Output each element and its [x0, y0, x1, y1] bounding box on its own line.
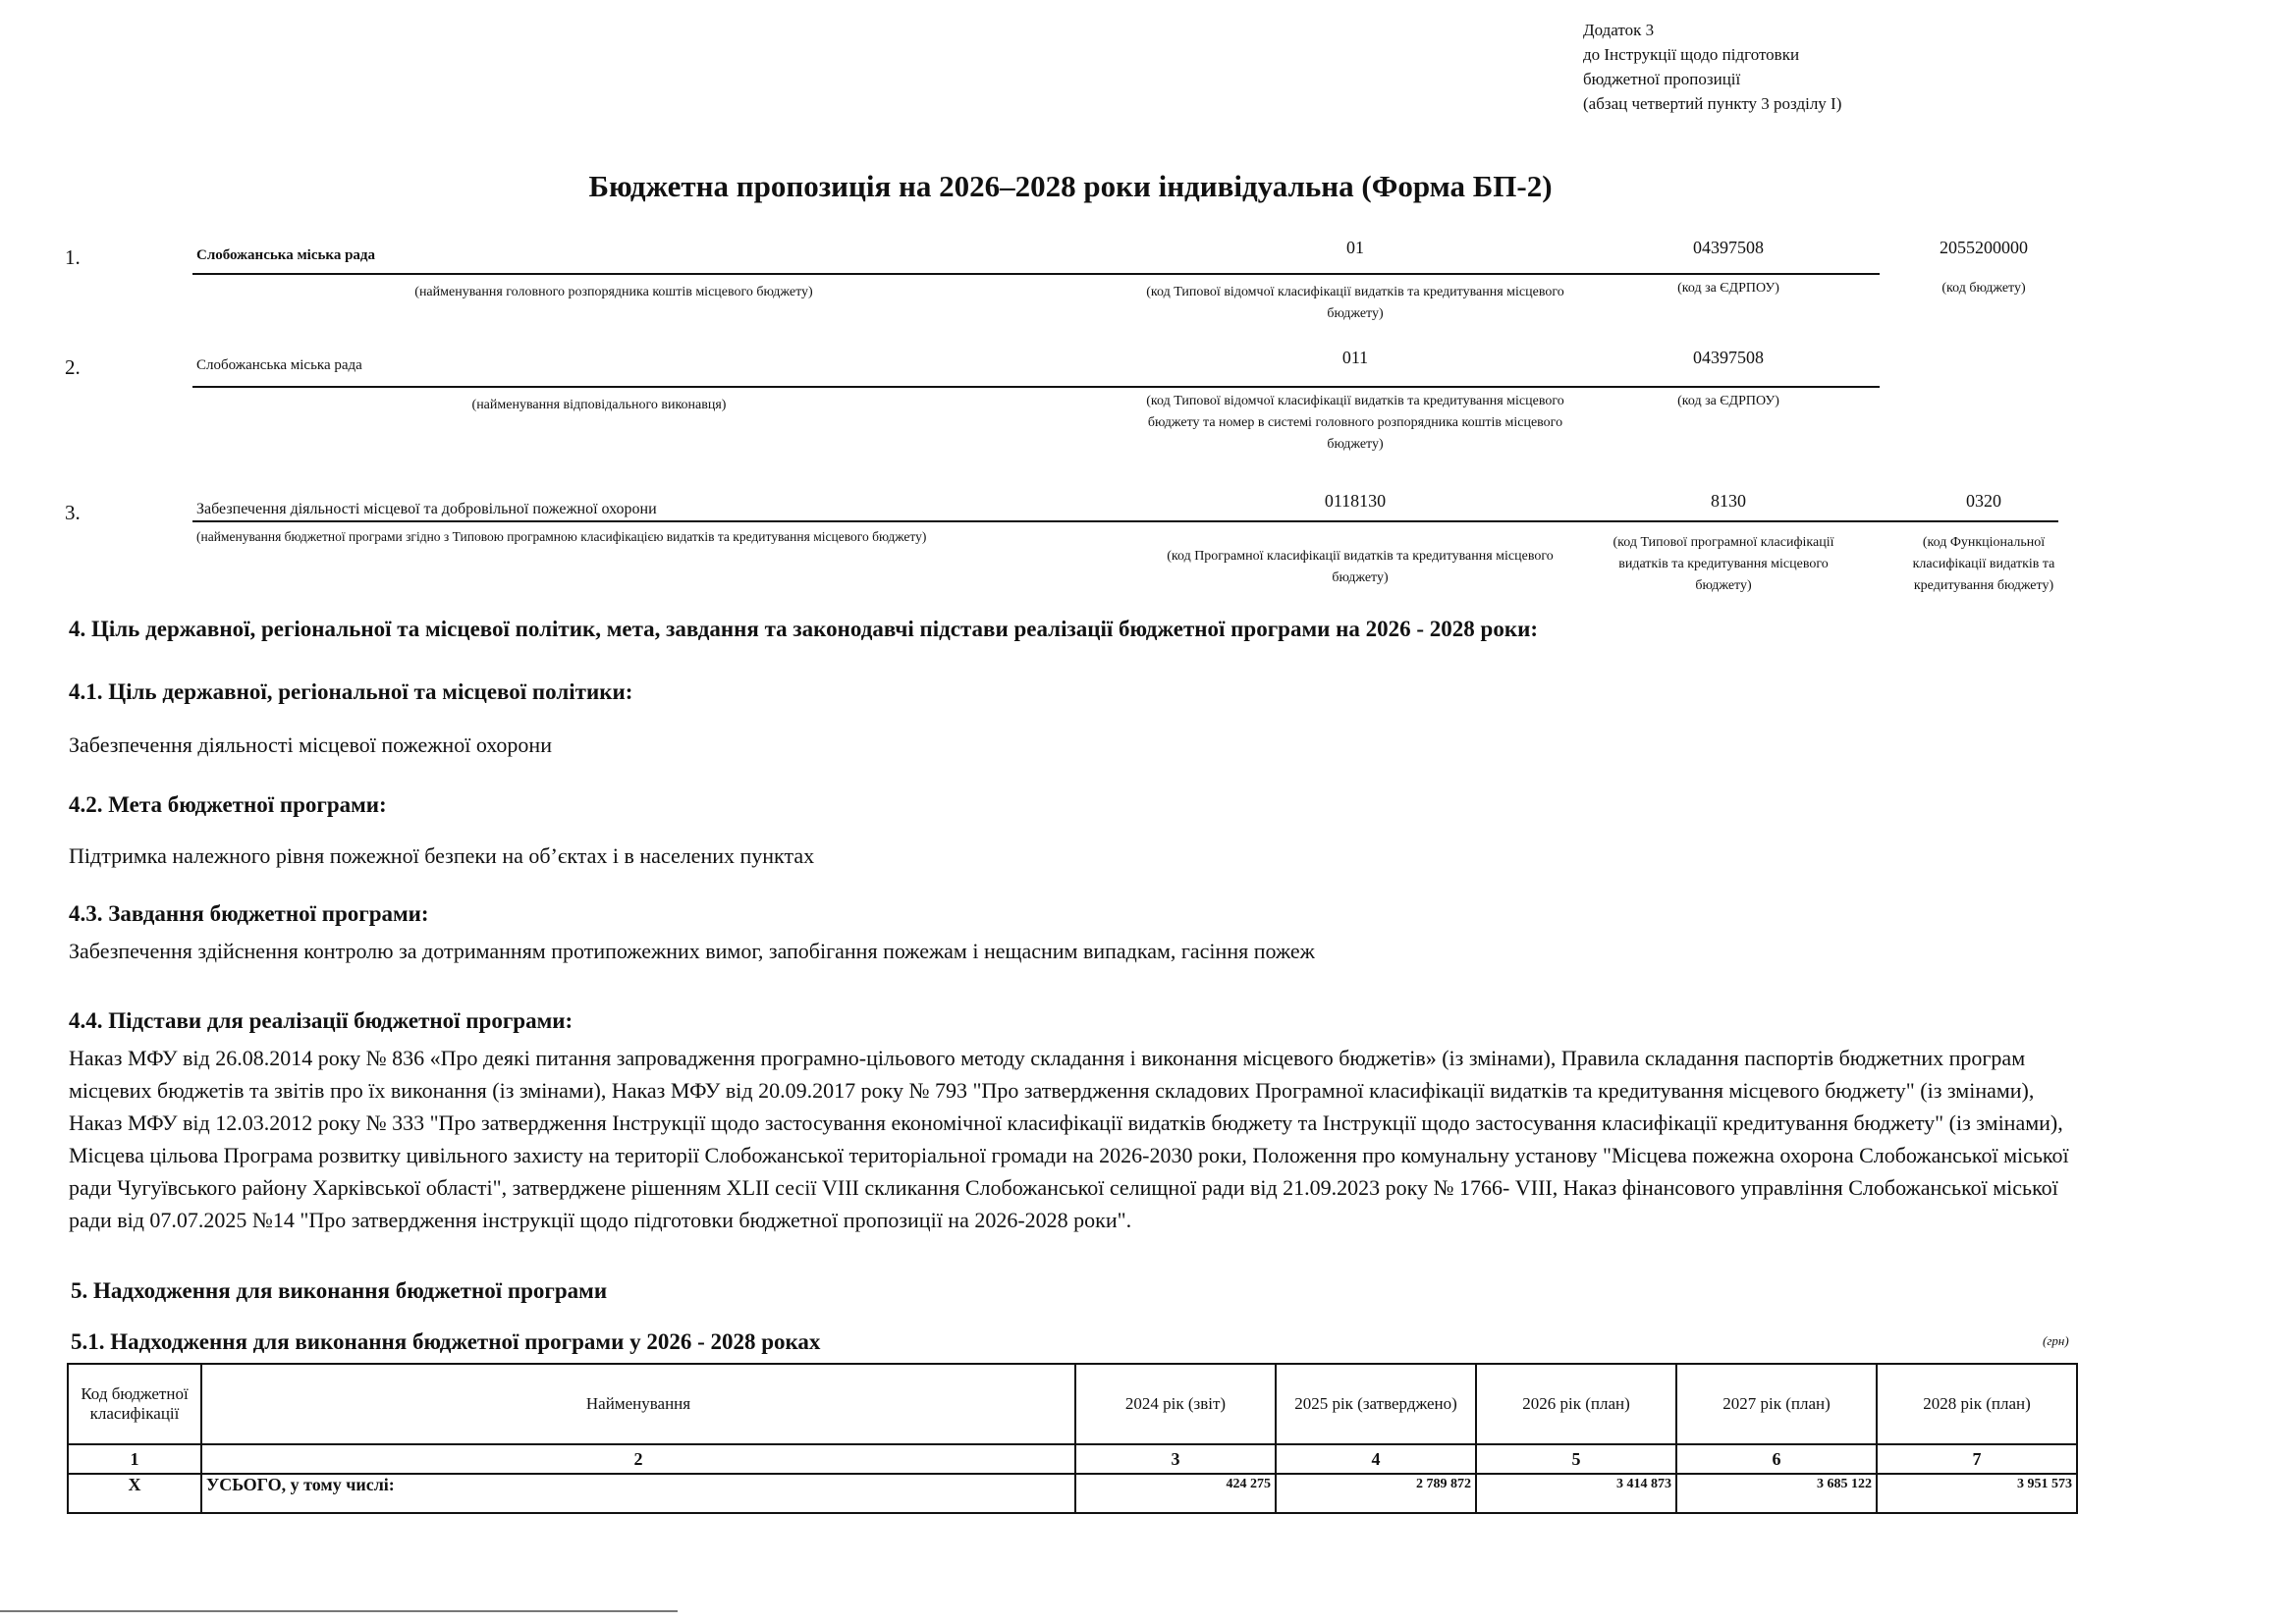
header-code: Код бюджетної класифікації [68, 1364, 201, 1444]
appendix-line-1: Додаток 3 [1583, 21, 1655, 39]
page-bottom-divider [0, 1610, 678, 1612]
section-4-4-heading: 4.4. Підстави для реалізації бюджетної програми: [69, 1008, 574, 1033]
row3-caption-name: (найменування бюджетної програми згідно з Типовою програмною класифікацією видатків та кредитування місцевого бюджету) [196, 529, 927, 544]
table-column-numbers-row [68, 1444, 2077, 1474]
row3-caption-typova: (код Типової програмної класифікації видатків та кредитування місцевого бюджету) [1613, 535, 1834, 593]
header-2025: 2025 рік (затверджено) [1276, 1364, 1476, 1444]
column-number: 3 [1075, 1444, 1276, 1474]
row2-caption-name: (найменування відповідального виконавця) [471, 398, 727, 412]
row1-caption-edrpou: (код за ЄДРПОУ) [1677, 281, 1779, 296]
section-4-1-heading: 4.1. Ціль державної, регіональної та місцевої політики: [69, 679, 633, 704]
row3-underline [192, 520, 2058, 522]
row3-code-typova: 8130 [1711, 491, 1746, 511]
row3-caption-functional: (код Функціональної класифікації видатків та кредитування бюджету) [1912, 535, 2055, 593]
section-4-3-heading: 4.3. Завдання бюджетної програми: [69, 901, 429, 926]
currency-unit: (грн) [2043, 1333, 2069, 1348]
appendix-line-4: (абзац четвертий пункту 3 розділу І) [1583, 94, 1842, 113]
appendix-note [1583, 18, 1841, 116]
row1-code-vidomchoi: 01 [1346, 238, 1364, 257]
row3-caption-program: (код Програмної класифікації видатків та кредитування місцевого бюджету) [1167, 549, 1554, 585]
row2-code-edrpou: 04397508 [1693, 348, 1764, 367]
row1-underline [192, 273, 1880, 275]
section-4-2-heading: 4.2. Мета бюджетної програми: [69, 792, 387, 817]
row3-name: Забезпечення діяльності місцевої та добровільної пожежної охорони [196, 501, 657, 517]
row1-code-edrpou: 04397508 [1693, 238, 1764, 257]
revenue-table [67, 1363, 2078, 1514]
total-2024: 424 275 [1075, 1474, 1276, 1513]
row2-name: Слобожанська міська рада [196, 357, 362, 373]
section-5-1-heading: 5.1. Надходження для виконання бюджетної програми у 2026 - 2028 роках [71, 1329, 821, 1354]
row1-caption-budget: (код бюджету) [1941, 281, 2026, 296]
section-5-heading: 5. Надходження для виконання бюджетної програми [71, 1278, 608, 1303]
total-2028: 3 951 573 [1877, 1474, 2077, 1513]
total-2027: 3 685 122 [1676, 1474, 1877, 1513]
row2-code-vidomchoi: 011 [1341, 348, 1369, 367]
header-name: Найменування [201, 1364, 1075, 1444]
header-2026: 2026 рік (план) [1476, 1364, 1676, 1444]
row1-caption-vidomchoi: (код Типової відомчої класифікації видатків та кредитування місцевого бюджету) [1146, 285, 1564, 321]
row3-number: 3. [65, 501, 81, 524]
appendix-line-2: до Інструкції щодо підготовки [1583, 45, 1800, 64]
page-title: Бюджетна пропозиція на 2026–2028 роки індивідуальна (Форма БП-2) [588, 169, 1553, 203]
section-4-3-text: Забезпечення здійснення контролю за дотриманням протипожежних вимог, запобігання пожежам і нещасним випадкам, гасіння пожеж [69, 939, 1315, 963]
header-2024: 2024 рік (звіт) [1075, 1364, 1276, 1444]
row3-code-functional: 0320 [1966, 491, 2001, 511]
row2-number: 2. [65, 355, 81, 379]
row1-name: Слобожанська міська рада [196, 247, 376, 263]
header-2028: 2028 рік (план) [1877, 1364, 2077, 1444]
row1-caption-name: (найменування головного розпорядника коштів місцевого бюджету) [414, 285, 813, 299]
column-number: 1 [68, 1444, 201, 1474]
table-row-total [68, 1474, 2077, 1513]
total-2026: 3 414 873 [1476, 1474, 1676, 1513]
section-4-2-text: Підтримка належного рівня пожежної безпеки на об’єктах і в населених пунктах [69, 843, 815, 868]
total-label: УСЬОГО, у тому числі: [201, 1474, 1075, 1513]
section-4-heading: 4. Ціль державної, регіональної та місцевої політик, мета, завдання та законодавчі підстави реалізації бюджетної програми на 2026 - 2028 роки: [69, 617, 1538, 641]
table-header-row [68, 1364, 2077, 1444]
column-number: 6 [1676, 1444, 1877, 1474]
row3-code-program: 0118130 [1324, 491, 1387, 511]
column-number: 2 [201, 1444, 1075, 1474]
column-number: 4 [1276, 1444, 1476, 1474]
total-code: Х [68, 1474, 201, 1513]
row1-code-budget: 2055200000 [1940, 238, 2028, 257]
row2-underline [192, 386, 1880, 388]
row2-caption-vidomchoi: (код Типової відомчої класифікації видатків та кредитування місцевого бюджету та номер в системі головного розпорядника коштів місцевого бюджету) [1146, 394, 1564, 452]
column-number: 7 [1877, 1444, 2077, 1474]
row2-caption-edrpou: (код за ЄДРПОУ) [1677, 394, 1779, 408]
header-2027: 2027 рік (план) [1676, 1364, 1877, 1444]
row1-number: 1. [65, 245, 81, 269]
total-2025: 2 789 872 [1276, 1474, 1476, 1513]
appendix-line-3: бюджетної пропозиції [1583, 70, 1741, 88]
section-4-1-text: Забезпечення діяльності місцевої пожежної охорони [69, 732, 552, 757]
column-number: 5 [1476, 1444, 1676, 1474]
section-4-4-text: Наказ МФУ від 26.08.2014 року № 836 «Про деякі питання запровадження програмно-цільового методу складання і виконання місцевого бюджетів» (із змінами), Правила складання паспортів бюджетних програм місцевих бюджетів та звітів про їх виконання (із змінами), Наказ МФУ від 20.09.2017 року № 793 "Про затвердження складових Програмної класифікації видатків та кредитування місцевого бюджету" (із змінами), Наказ МФУ від 12.03.2012 року № 333 "Про затвердження Інструкції щодо застосування економічної класифікації видатків бюджету та Інструкції щодо застосування класифікації кредитування бюджету" (із змінами), Місцева цільова Програма розвитку цивільного захисту на території Слобожанської територіальної громади на 2026-2030 роки, Положення про комунальну установу "Місцева пожежна охорона Слобожанської міської ради Чугуївського району Харківської області", затверджене рішенням XLII сесії VIII скликання Слобожанської селищної ради від 21.09.2023 року № 1766- VIII, Наказ фінансового управління Слобожанської міської ради від 07.07.2025 №14 "Про затвердження інструкції щодо підготовки бюджетної пропозиції на 2026-2028 роки". [69, 1046, 2069, 1232]
